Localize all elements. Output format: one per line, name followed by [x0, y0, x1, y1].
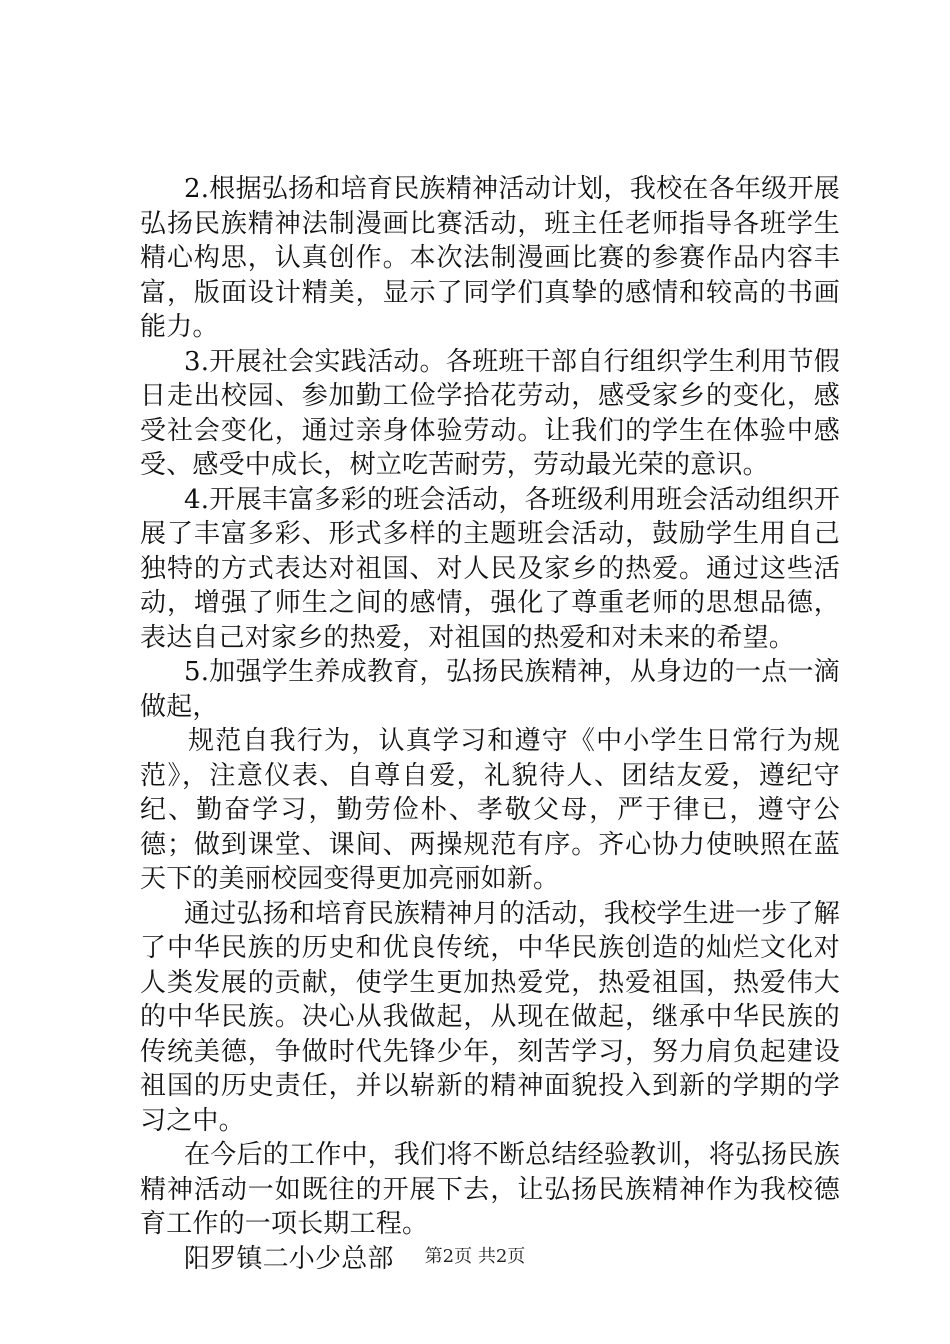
- paragraph-item-2: 2.根据弘扬和培育民族精神活动计划，我校在各年级开展弘扬民族精神法制漫画比赛活动，班主任老师指导各班学生精心构思，认真创作。本次法制漫画比赛的参赛作品内容丰富，版面设计精美，显示了同学们真挚的感情和较高的书画能力。: [140, 174, 840, 342]
- document-body: [140, 172, 840, 1276]
- paragraph-summary: 通过弘扬和培育民族精神月的活动，我校学生进一步了解了中华民族的历史和优良传统，中华民族创造的灿烂文化对人类发展的贡献，使学生更加热爱党，热爱祖国，热爱伟大的中华民族。决心从我做起，从现在做起，继承中华民族的传统美德，争做时代先锋少年，刻苦学习，努力肩负起建设祖国的历史责任，并以崭新的精神面貌投入到新的学期的学习之中。: [140, 898, 840, 1136]
- paragraph-item-3: 3.开展社会实践活动。各班班干部自行组织学生利用节假日走出校园、参加勤工俭学拾花劳动，感受家乡的变化，感受社会变化，通过亲身体验劳动。让我们的学生在体验中感受、感受中成长，树立吃苦耐劳，劳动最光荣的意识。: [140, 346, 840, 480]
- paragraph-item-5-continuation: 规范自我行为，认真学习和遵守《中小学生日常行为规范》，注意仪表、自尊自爱，礼貌待人、团结友爱，遵纪守纪、勤奋学习，勤劳俭朴、孝敬父母，严于律已，遵守公德；做到课堂、课间、两操规范有序。齐心协力使映照在蓝天下的美丽校园变得更加亮丽如新。: [140, 726, 840, 894]
- paragraph-item-4: 4.开展丰富多彩的班会活动，各班级利用班会活动组织开展了丰富多彩、形式多样的主题班会活动，鼓励学生用自己独特的方式表达对祖国、对人民及家乡的热爱。通过这些活动，增强了师生之间的感情，强化了尊重老师的思想品德，表达自己对家乡的热爱，对祖国的热爱和对未来的希望。: [140, 484, 840, 653]
- paragraph-item-5: 5.加强学生养成教育，弘扬民族精神，从身边的一点一滴做起，: [140, 657, 840, 722]
- paragraph-outlook: 在今后的工作中，我们将不断总结经验教训，将弘扬民族精神活动一如既往的开展下去，让弘扬民族精神作为我校德育工作的一项长期工程。: [140, 1140, 840, 1239]
- signature-line: 阳罗镇二小少总部: [184, 1243, 394, 1274]
- page-number-footer: 第2页 共2页: [424, 1246, 526, 1267]
